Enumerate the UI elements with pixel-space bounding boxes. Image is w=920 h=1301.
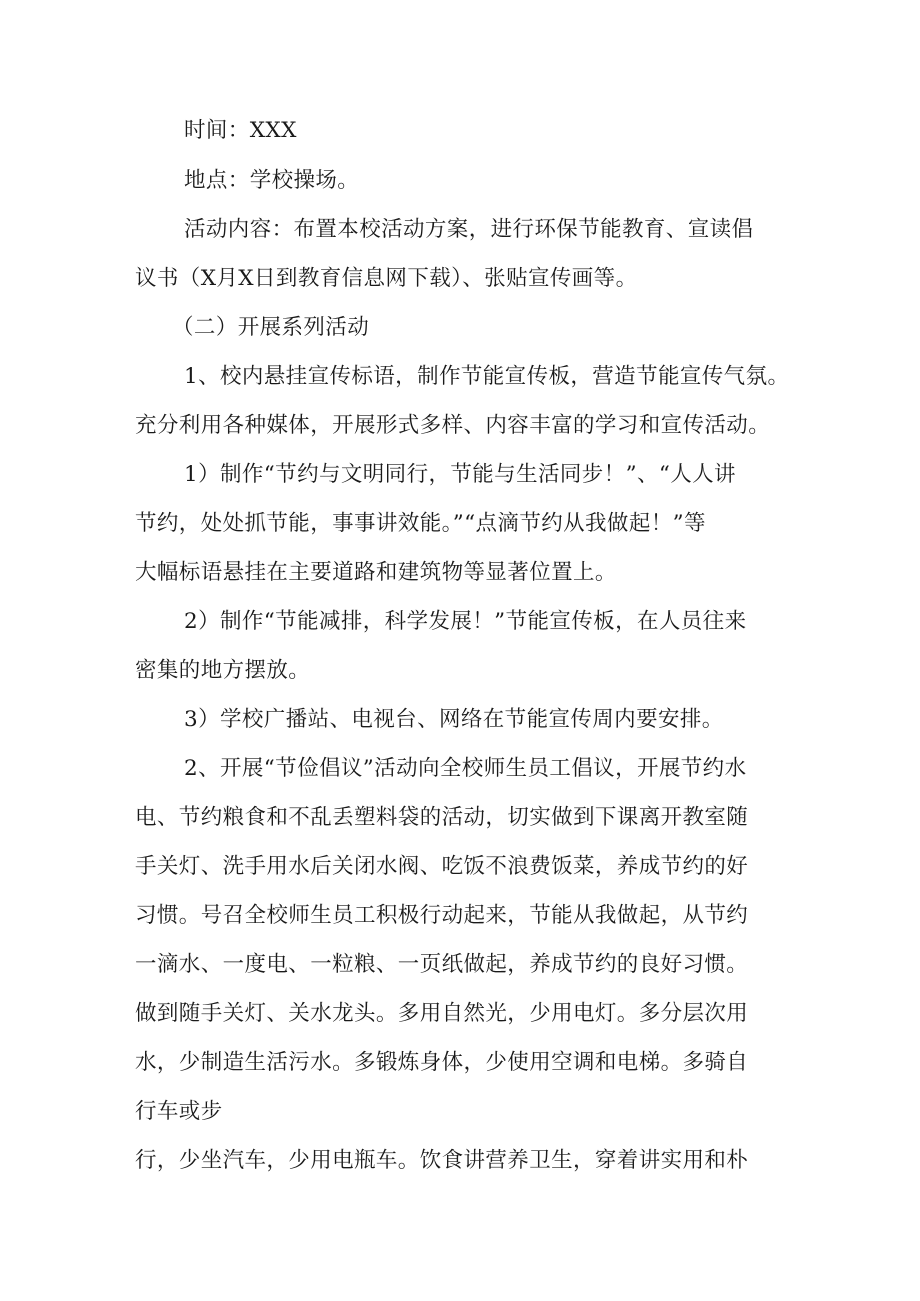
item-2-continued-line-1: 电、节约粮食和不乱丢塑料袋的活动，切实做到下课离开教室随 (135, 805, 749, 830)
subitem-1-end-line: 大幅标语悬挂在主要道路和建筑物等显著位置上。 (135, 560, 617, 585)
subitem-1-continued-line: 节约，处处抓节能，事事讲效能。”“点滴节约从我做起！”等 (135, 511, 706, 536)
item-2-short-line: 行车或步 (135, 1099, 223, 1124)
item-1-line: 1、校内悬挂宣传标语，制作节能宣传板，营造节能宣传气氛。 (184, 364, 790, 389)
subitem-2-continued-line: 密集的地方摆放。 (135, 658, 311, 683)
section-heading-series-activities: （二）开展系列活动 (172, 315, 370, 340)
time-line: 时间：XXX (184, 118, 297, 143)
item-2-continued-line-5: 做到随手关灯、关水龙头。多用自然光，少用电灯。多分层次用 (135, 1001, 749, 1026)
item-2-line: 2、开展“节俭倡议”活动向全校师生员工倡议，开展节约水 (184, 756, 747, 781)
subitem-1-line: 1）制作“节约与文明同行，节能与生活同步！”、“人人讲 (184, 462, 736, 487)
location-line: 地点：学校操场。 (184, 168, 360, 193)
activity-content-continued-line: 议书（X月X日到教育信息网下载）、张贴宣传画等。 (135, 266, 638, 291)
item-2-final-line: 行，少坐汽车，少用电瓶车。饮食讲营养卫生，穿着讲实用和朴 (135, 1148, 749, 1173)
item-2-continued-line-2: 手关灯、洗手用水后关闭水阀、吃饭不浪费饭菜，养成节约的好 (135, 854, 749, 879)
subitem-3-line: 3）学校广播站、电视台、网络在节能宣传周内要安排。 (184, 707, 724, 732)
item-1-continued-line: 充分利用各种媒体，开展形式多样、内容丰富的学习和宣传活动。 (135, 413, 771, 438)
item-2-continued-line-4: 一滴水、一度电、一粒粮、一页纸做起，养成节约的良好习惯。 (135, 952, 749, 977)
subitem-2-line: 2）制作“节能减排，科学发展！”节能宣传板，在人员往来 (184, 609, 747, 634)
item-2-continued-line-6: 水，少制造生活污水。多锻炼身体，少使用空调和电梯。多骑自 (135, 1050, 749, 1075)
activity-content-line: 活动内容：布置本校活动方案，进行环保节能教育、宣读倡 (184, 217, 754, 242)
item-2-continued-line-3: 习惯。号召全校师生员工积极行动起来，节能从我做起，从节约 (135, 903, 749, 928)
